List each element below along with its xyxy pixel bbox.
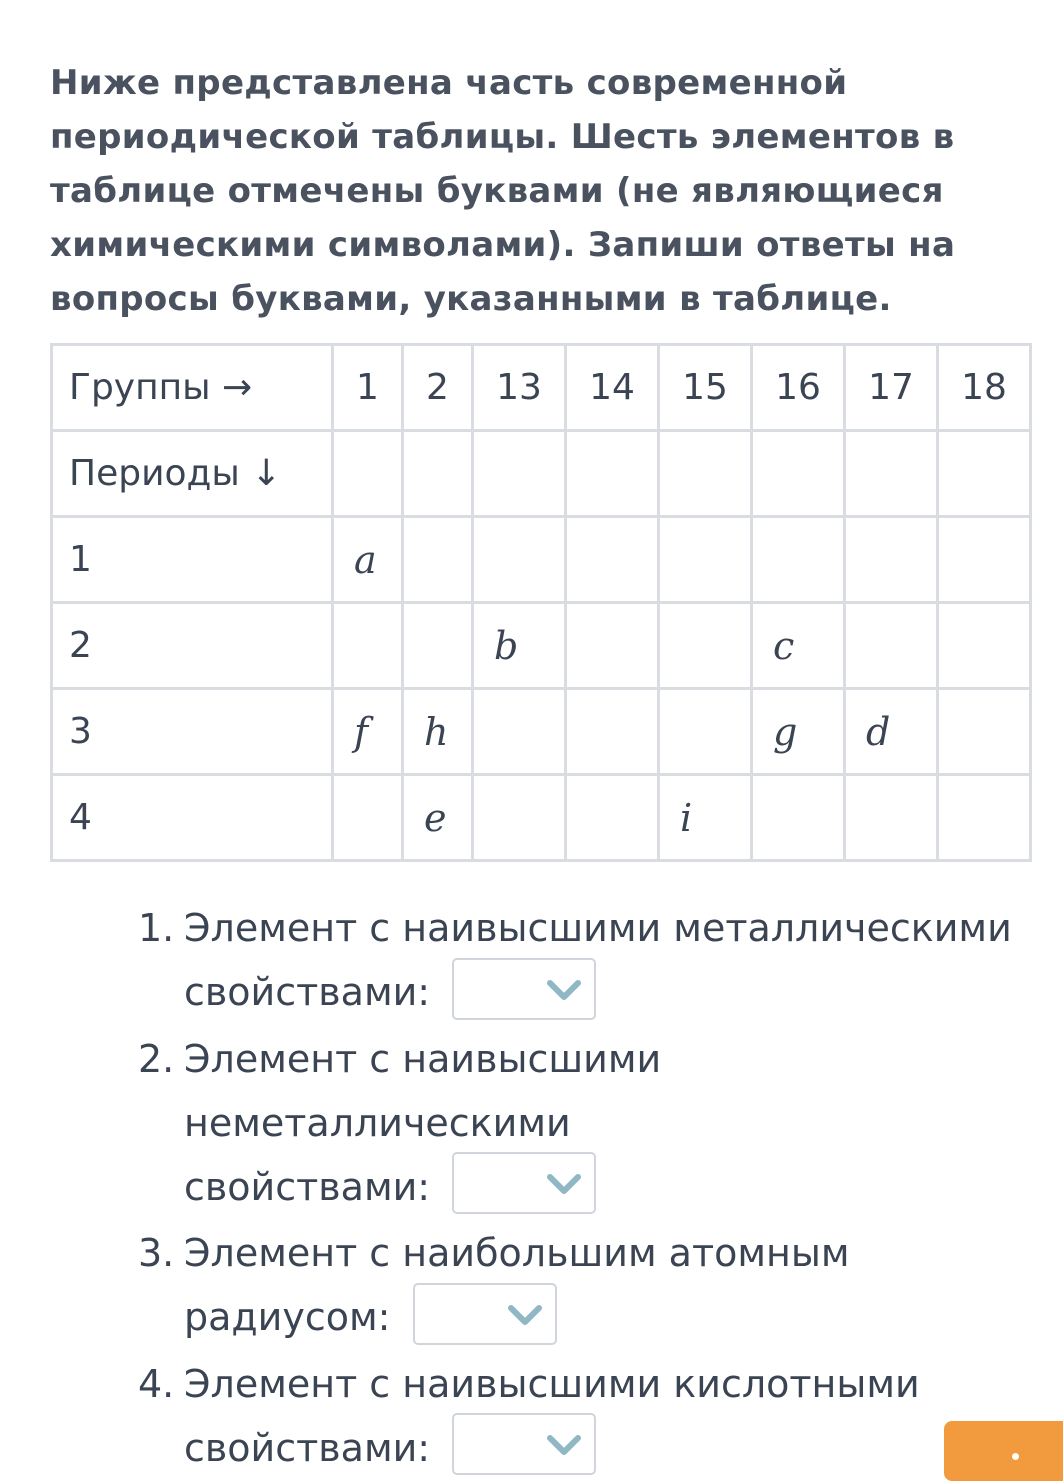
group-header-cell: 1 [333,345,403,431]
answer-dropdown-1[interactable] [452,958,596,1020]
table-row [52,689,1031,775]
chevron-down-icon [546,1172,582,1196]
question-text: Элемент с наивысшими неметаллическими [184,1036,662,1145]
periods-header-cell: Периоды ↓ [52,431,333,517]
table-cell [938,431,1031,517]
element-letter-cell: i [659,775,752,861]
element-letter-cell: f [333,689,403,775]
group-header-cell: 17 [845,345,938,431]
question-text: Элемент с наибольшим атомным [184,1231,850,1275]
element-letter-cell: a [333,517,403,603]
element-letter-cell [659,517,752,603]
element-letter-cell [845,517,938,603]
question-number: 1. [138,906,175,950]
element-letter-cell [333,775,403,861]
table-cell [403,431,473,517]
element-letter-cell [566,775,659,861]
periodic-table [50,343,1032,862]
chevron-down-icon [507,1303,543,1327]
next-button[interactable] [944,1421,1063,1481]
group-header-cell: 2 [403,345,473,431]
chevron-down-icon [546,978,582,1002]
answer-dropdown-3[interactable] [413,1283,557,1345]
element-letter-cell [938,775,1031,861]
group-header-cell: 15 [659,345,752,431]
element-letter-cell [845,603,938,689]
element-letter-cell: d [845,689,938,775]
table-row [52,431,1031,517]
question-suffix: свойствами: [184,1164,431,1209]
groups-header-cell: Группы → [52,345,333,431]
element-letter-cell [473,689,566,775]
element-letter-cell [938,603,1031,689]
table-cell [845,431,938,517]
table-row [52,603,1031,689]
question-number: 2. [138,1036,175,1081]
element-letter-cell [938,689,1031,775]
period-label-cell: 4 [52,775,333,861]
question-text: Ниже представлена часть современной периодической таблицы. Шесть элементов в таблице отмечены буквами (не являющиеся химическими символами). Запиши ответы на вопросы буквами, указанными в таблице. [50,63,956,319]
element-letter-cell: e [403,775,473,861]
table-cell [333,431,403,517]
period-label-cell: 3 [52,689,333,775]
element-letter-cell: b [473,603,566,689]
question-item [138,1027,1038,1221]
question-suffix: радиусом: [184,1295,391,1339]
group-header-cell: 13 [473,345,566,431]
question-suffix: свойствами: [184,1425,431,1470]
chevron-down-icon [546,1433,582,1457]
element-letter-cell [752,775,845,861]
question-text: Элемент с наивысшими металлическими [184,906,1012,950]
question-item [138,896,1038,1026]
group-header-cell: 18 [938,345,1031,431]
element-letter-cell [566,603,659,689]
group-header-cell: 14 [566,345,659,431]
table-cell [752,431,845,517]
element-letter-cell [752,517,845,603]
question-number: 4. [138,1361,175,1406]
element-letter-cell: g [752,689,845,775]
period-label-cell: 1 [52,517,333,603]
element-letter-cell [333,603,403,689]
table-cell [566,431,659,517]
table-header-row [52,345,1031,431]
element-letter-cell [403,603,473,689]
table-row [52,775,1031,861]
element-letter-cell [659,603,752,689]
question-number: 3. [138,1231,175,1275]
question-text: Элемент с наивысшими кислотными [184,1361,920,1406]
element-letter-cell: h [403,689,473,775]
question-item [138,1221,1038,1351]
question-suffix: свойствами: [184,970,431,1014]
table-cell [473,431,566,517]
table-row [52,517,1031,603]
element-letter-cell: c [752,603,845,689]
period-label-cell: 2 [52,603,333,689]
element-letter-cell [938,517,1031,603]
element-letter-cell [566,517,659,603]
element-letter-cell [403,517,473,603]
element-letter-cell [473,775,566,861]
answer-dropdown-4[interactable] [452,1413,596,1475]
element-letter-cell [473,517,566,603]
answer-dropdown-2[interactable] [452,1152,596,1214]
table-cell [659,431,752,517]
group-header-cell: 16 [752,345,845,431]
element-letter-cell [659,689,752,775]
element-letter-cell [845,775,938,861]
question-list [138,896,1038,1482]
element-letter-cell [566,689,659,775]
info-icon [1012,1453,1019,1460]
